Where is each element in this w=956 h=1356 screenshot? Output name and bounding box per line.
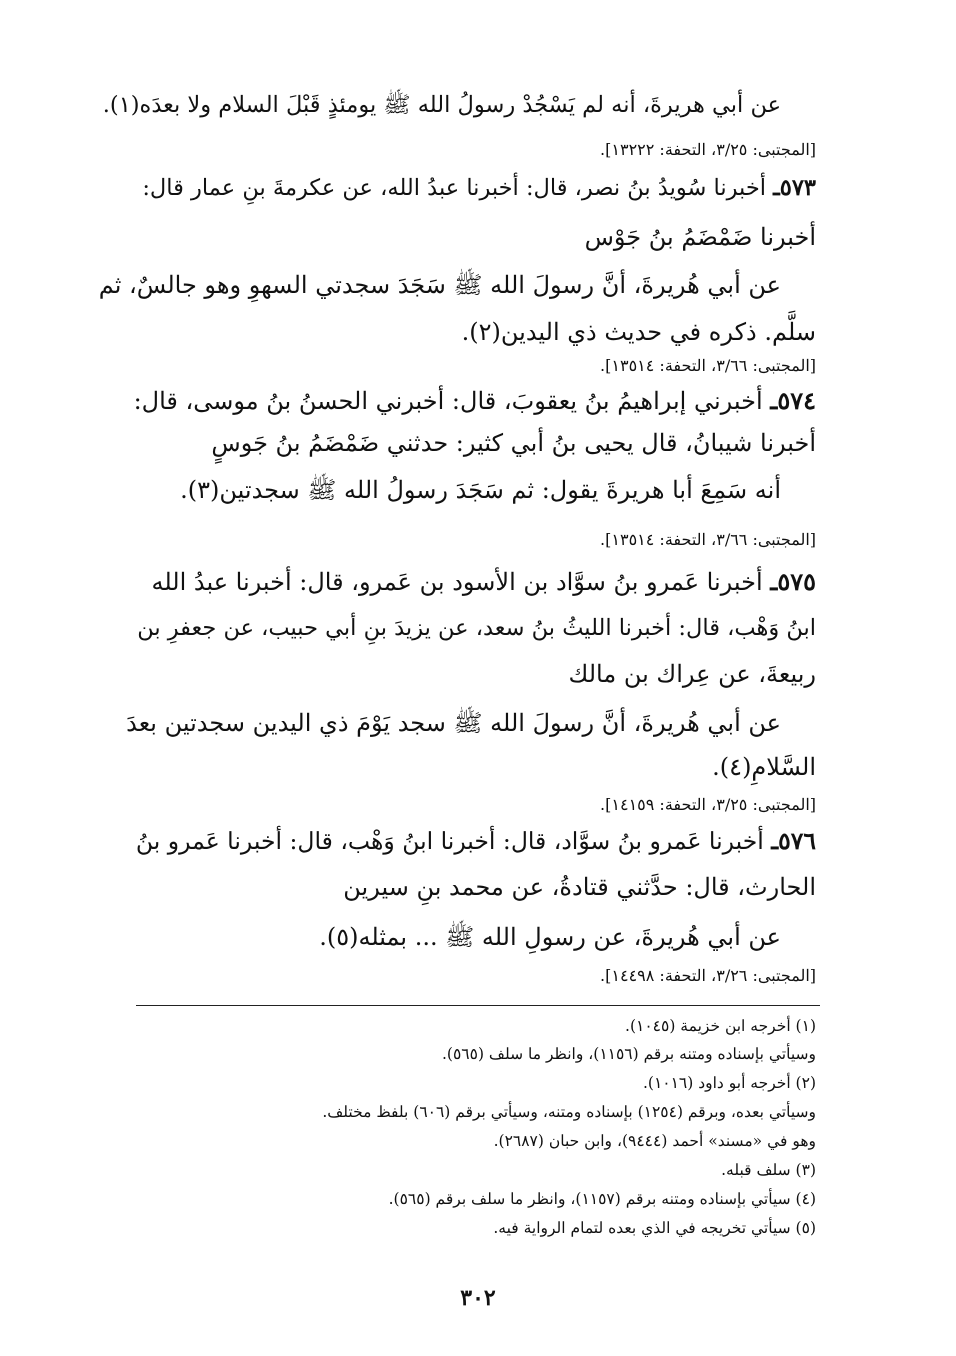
footnote-2-continued-1: وسيأتي بعده، وبرقم (١٢٥٤) بإسناده ومتنه، وسيأتي برقم (٦٠٦) بلفظ مختلف. bbox=[322, 1103, 816, 1121]
hadith-573-isnad-line-1 bbox=[142, 175, 816, 201]
hadith-575-reference: [المجتبى: ٣/٢٥، التحفة: ١٤١٥٩]. bbox=[600, 795, 816, 814]
hadith-573-isnad-line-2: أخبرنا ضَمْضَمُ بنُ جَوْس bbox=[584, 223, 816, 251]
hadith-573-number: ٥٧٣ـ bbox=[773, 175, 816, 201]
footnote-5: (٥) سيأتي تخريجه في الذي بعده لتمام الرواية فيه. bbox=[493, 1219, 816, 1237]
hadith-576-isnad-line-2: الحارث، قال: حدَّثني قتادةُ، عن محمد بنِ سيرين bbox=[343, 873, 816, 901]
hadith-575-isnad-line-3: ربيعةَ، عن عِراك بن مالك bbox=[568, 660, 816, 688]
hadith-574-matn: أنه سَمِعَ أبا هريرةَ يقول: ثم سَجَدَ رسولُ الله ﷺ سجدتين(٣). bbox=[180, 476, 781, 504]
hadith-575-isnad-text: أخبرنا عَمرو بنُ سوَّاد بن الأسود بن عَمرو، قال: أخبرنا عبدُ الله bbox=[151, 568, 763, 596]
footnote-2-continued-2: وهو في «مسند» أحمد (٩٤٤٤)، وابن حبان (٢٦٨٧). bbox=[493, 1132, 816, 1150]
hadith-574-isnad-text: أخبرني إبراهيمُ بنُ يعقوبَ، قال: أخبرني الحسنُ بنُ موسى، قال: bbox=[133, 387, 763, 415]
hadith-573-reference: [المجتبى: ٣/٦٦، التحفة: ١٣٥١٤]. bbox=[600, 356, 816, 375]
hadith-574-reference: [المجتبى: ٣/٦٦، التحفة: ١٣٥١٤]. bbox=[600, 530, 816, 549]
hadith-576-isnad-text: أخبرنا عَمرو بنُ سوَّاد، قال: أخبرنا ابنُ وَهْب، قال: أخبرنا عَمرو بنُ bbox=[135, 827, 764, 855]
hadith-575-isnad-line-2: ابنُ وَهْب، قال: أخبرنا الليثُ بنُ سعد، عن يزيدَ بنِ أبي حبيب، عن جعفرِ بن bbox=[137, 615, 816, 641]
hadith-576-isnad-line-1 bbox=[136, 827, 816, 855]
hadith-576-reference: [المجتبى: ٣/٢٦، التحفة: ١٤٤٩٨]. bbox=[600, 966, 816, 985]
hadith-573-matn-line-1: عن أبي هُريرةَ، أنَّ رسولَ الله ﷺ سَجَدَ سجدتي السهوِ وهو جالسٌ، ثم bbox=[98, 271, 781, 299]
footnote-1-continued: وسيأتي بإسناده ومتنه برقم (١١٥٦)، وانظر ما سلف (٥٦٥). bbox=[441, 1045, 816, 1063]
hadith-575-isnad-line-1 bbox=[151, 567, 816, 596]
hadith-576-matn: عن أبي هُريرةَ، عن رسولِ الله ﷺ ... بمثله(٥). bbox=[319, 923, 781, 951]
hadith-573-matn-line-2: سلَّم. ذكره في حديث ذي اليدين(٢). bbox=[461, 318, 816, 346]
footnote-2: (٢) أخرجه أبو داود (١٠١٦). bbox=[642, 1074, 816, 1092]
footnote-divider bbox=[136, 1005, 820, 1006]
page-number: ٣٠٢ bbox=[460, 1285, 496, 1311]
hadith-572-text: عن أبي هريرةَ، أنه لم يَسْجُدْ رسولُ الله ﷺ يومئذٍ قَبْلَ السلام ولا بعدَه(١). bbox=[102, 92, 781, 118]
hadith-573-isnad-text: أخبرنا سُويدُ بنُ نصر، قال: أخبرنا عبدُ الله، عن عكرمةَ بنِ عمار قال: bbox=[142, 175, 766, 201]
hadith-576-number: ٥٧٦ـ bbox=[771, 827, 816, 855]
footnote-4: (٤) سيأتي بإسناده ومتنه برقم (١١٥٧)، وانظر ما سلف برقم (٥٦٥). bbox=[388, 1190, 816, 1208]
hadith-575-matn-line-2: السَّلامِ(٤). bbox=[712, 753, 816, 781]
hadith-574-isnad-line-1 bbox=[134, 386, 816, 415]
hadith-575-number: ٥٧٥ـ bbox=[770, 567, 816, 596]
hadith-574-number: ٥٧٤ـ bbox=[770, 386, 816, 415]
footnote-1: (١) أخرجه ابن خزيمة (١٠٤٥). bbox=[625, 1017, 816, 1035]
hadith-574-isnad-line-2: أخبرنا شيبانُ، قال يحيى بنُ أبي كثير: حدثني ضَمْضَمُ بنُ جَوسٍ bbox=[211, 429, 816, 457]
hadith-575-matn-line-1: عن أبي هُريرةَ، أنَّ رسولَ الله ﷺ سجد يَوْمَ ذي اليدين سجدتين بعدَ bbox=[126, 709, 781, 737]
hadith-572-reference: [المجتبى: ٣/٢٥، التحفة: ١٣٢٢٢]. bbox=[600, 140, 816, 159]
footnote-3: (٣) سلف قبله. bbox=[721, 1161, 816, 1179]
